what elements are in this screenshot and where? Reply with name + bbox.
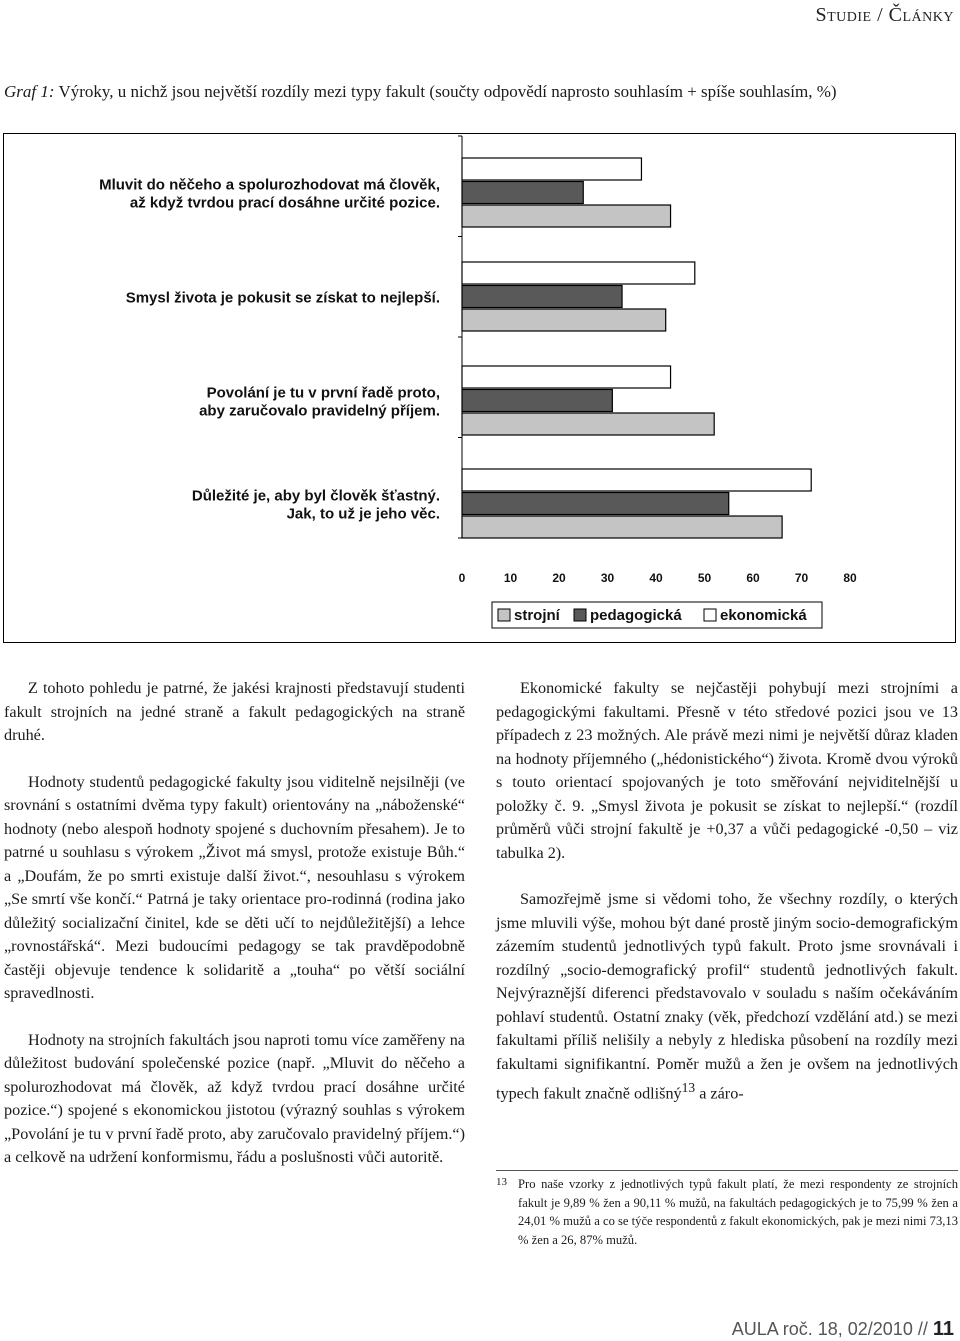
chart-legend-label: pedagogická — [590, 607, 682, 624]
chart-tick-label: 40 — [649, 571, 663, 585]
chart-bar — [462, 493, 729, 515]
paragraph: Hodnoty na strojních fakultách jsou naproti tomu více zaměřeny na důležitost budování společenské pozice (např. „Mluvit do něčeho a spolurozhodovat má člověk, až když tvrdou prací dosáhne určité pozice.“) spojené s ekonomickou jistotou (výrazný souhlas s výrokem „Povolání je tu v první řadě proto, aby zaručovalo pravidelný příjem.“) a celkově na udržení konformismu, řádu a poslušnosti vůči autoritě. — [4, 1030, 465, 1166]
chart-bar — [462, 286, 622, 308]
chart-category-label: Povolání je tu v první řadě proto, — [206, 384, 440, 402]
chart-svg — [4, 134, 955, 642]
chart-legend-label: ekonomická — [720, 607, 807, 624]
chart-bar — [462, 262, 695, 284]
footnote-ref[interactable]: 13 — [681, 1080, 696, 1095]
page-footer — [732, 1318, 954, 1341]
chart-tick-label: 80 — [843, 571, 857, 585]
chart-bar — [462, 182, 583, 204]
bar-chart — [3, 133, 956, 643]
chart-bar — [462, 516, 782, 538]
figure-caption — [4, 82, 954, 102]
paragraph: Ekonomické fakulty se nejčastěji pohybují mezi strojními a pedagogickými fakultami. Přesně v této středové pozici jsou ve 13 případech z 23 možných. Ale právě mezi nimi je největší důraz kladen na hodnoty příjemného („hédonistického“) života. Kromě dvou výroků s touto orientací spojovaných je toto směřování nejviditelnější u položky č. 9. „Smysl života je pokusit se získat to nejlepší.“ (rozdíl průměrů vůči strojní fakultě je +0,37 a vůči pedagogické -0,50 – viz tabulka 2). — [496, 679, 958, 862]
chart-category-label: aby zaručovalo pravidelný příjem. — [199, 402, 440, 420]
chart-category-label: Důležité je, aby byl člověk šťastný. — [191, 487, 440, 505]
chart-bar — [462, 469, 811, 491]
footnote-text: Pro naše vzorky z jednotlivých typů fakult platí, že mezi respondenty ze strojních fakult je 9,89 % žen a 90,11 % mužů, na fakultách pedagogických je to 75,99 % žen a 24,01 % mužů a co se týče respondentů z fakult ekonomických, pak je mezi nimi 73,13 % žen a 26, 87% mužů. — [518, 1177, 958, 1247]
chart-category-label: Mluvit do něčeho a spolurozhodovat má člověk, — [99, 176, 440, 194]
left-column — [4, 677, 465, 1170]
chart-bar — [462, 205, 671, 227]
paragraph-tail: a záro- — [695, 1084, 744, 1103]
paragraph: Hodnoty studentů pedagogické fakulty jsou viditelně nejsilněji (ve srovnání s ostatními dvěma typy fakult) orientovány na „náboženské“ hodnoty (nebo alespoň hodnoty spojené s duchovním přesahem). Je to patrné u souhlasu s výrokem „Život má smysl, protože existuje Bůh.“ a „Doufám, že po smrti existuje další život.“, nesouhlasu s výrokem „Se smrtí vše končí.“ Patrná je taky orientace pro-rodinná (rodina jako důležitý socializační činitel, kde se děti učí to nejdůležitější) a lehce „rovnostářská“. Mezi budoucími pedagogy se tak pravděpodobně častěji objevuje tendence k solidaritě a „touha“ po větší sociální spravedlnosti. — [4, 772, 465, 1002]
journal-name: AULA roč. 18, 02/2010 // — [731, 1319, 933, 1339]
chart-legend-swatch — [498, 609, 510, 621]
chart-bar — [462, 366, 671, 388]
chart-bar — [462, 390, 612, 412]
chart-category-label: až když tvrdou prací dosáhne určité pozice. — [129, 194, 440, 212]
footnote — [496, 1170, 958, 1249]
chart-legend-swatch — [704, 609, 716, 621]
page-number: 11 — [932, 1318, 954, 1340]
paragraph — [496, 888, 958, 1106]
chart-bar — [462, 413, 714, 435]
chart-bar — [462, 158, 641, 180]
chart-legend-swatch — [574, 609, 586, 621]
chart-legend-label: strojní — [514, 607, 560, 624]
chart-tick-label: 70 — [794, 571, 809, 585]
footnote-number: 13 — [496, 1176, 507, 1188]
chart-category-label: Smysl života je pokusit se získat to nejlepší. — [125, 289, 440, 307]
figure-caption-text: Výroky, u nichž jsou největší rozdíly mezi typy fakult (součty odpovědí naprosto souhlasím + spíše souhlasím, %) — [54, 82, 837, 101]
chart-tick-label: 10 — [503, 571, 518, 585]
chart-tick-label: 60 — [746, 571, 760, 585]
chart-category-label: Jak, to už je jeho věc. — [286, 505, 440, 523]
paragraph: Z tohoto pohledu je patrné, že jakési krajnosti představují studenti fakult strojních na jedné straně a fakult pedagogických na straně druhé. — [4, 679, 465, 744]
chart-tick-label: 20 — [552, 571, 566, 585]
chart-bar — [462, 309, 666, 331]
chart-tick-label: 30 — [600, 571, 615, 585]
paragraph-text: Samozřejmě jsme si vědomi toho, že všechny rozdíly, o kterých jsme mluvili výše, mohou být dané prostě jiným socio-demografickým zázemím studentů jednotlivých typů fakult. Proto jsme srovnávali i rozdílný „socio-demografický profil“ studentů jednotlivých fakult. Nejvýraznější diferenci představovalo v souladu s naším očekáváním pohlaví studentů. Ostatní znaky (věk, předchozí vzdělání atd.) se mezi fakultami příliš nelišily a nebyly z hlediska působení na rozdíly mezi fakultami signifikantní. Poměr mužů a žen je ovšem na jednotlivých typech fakult značně odlišný — [496, 890, 958, 1103]
chart-tick-label: 50 — [697, 571, 712, 585]
section-header: Studie / Články — [815, 4, 954, 26]
figure-label: Graf 1: — [4, 82, 55, 101]
chart-tick-label: 0 — [458, 571, 466, 585]
right-column — [496, 677, 958, 1106]
